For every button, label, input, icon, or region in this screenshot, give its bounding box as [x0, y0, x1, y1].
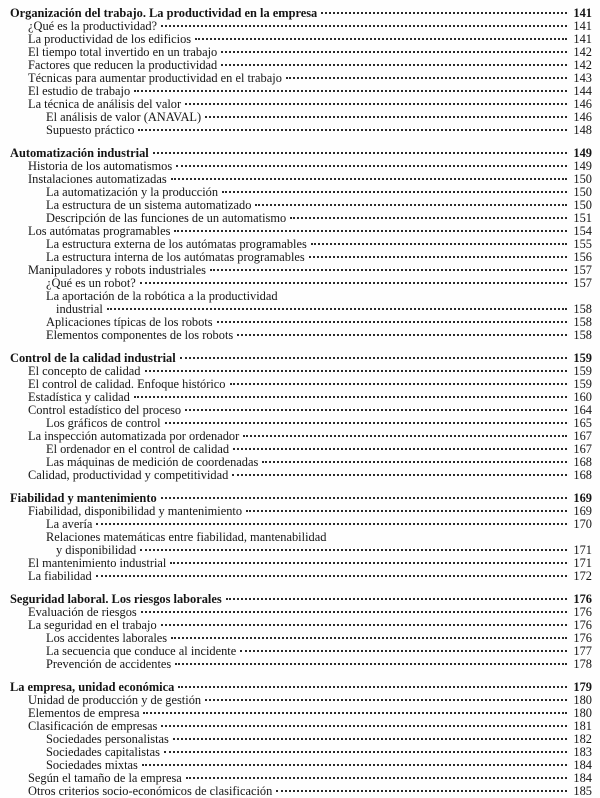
dotted-leader [311, 243, 567, 245]
toc-entry-label: Fiabilidad, disponibilidad y mantenimiento [28, 504, 243, 518]
toc-page-number: 144 [573, 84, 592, 98]
dotted-leader [153, 152, 567, 154]
dotted-leader [255, 204, 567, 206]
toc-page-number: 164 [573, 403, 592, 417]
toc-page-number: 184 [573, 758, 592, 772]
toc-page-number: 168 [573, 455, 592, 469]
toc-entry-row [10, 557, 592, 570]
dotted-leader [185, 103, 567, 105]
dotted-leader [171, 178, 567, 180]
toc-page-number: 141 [573, 32, 592, 46]
dotted-leader [175, 663, 567, 665]
toc-entry-label: La aportación de la robótica a la productividad [46, 289, 278, 303]
toc-page-number: 172 [573, 569, 592, 583]
toc-page-number: 143 [573, 71, 592, 85]
dotted-leader [140, 282, 567, 284]
toc-page-number: 142 [573, 58, 592, 72]
toc-section [10, 352, 592, 482]
toc-entry-label: ¿Qué es un robot? [46, 276, 136, 290]
dotted-leader [141, 611, 567, 613]
toc-page-number: 165 [573, 416, 592, 430]
toc-page-number: 180 [573, 693, 592, 707]
toc-entry-label: El tiempo total invertido en un trabajo [28, 45, 218, 59]
dotted-leader [180, 357, 567, 359]
toc-entry-label: La estructura externa de los autómatas programables [46, 237, 307, 251]
dotted-leader [161, 725, 567, 727]
dotted-leader [96, 523, 567, 525]
toc-entry-label: Organización del trabajo. La productividad en la empresa [10, 6, 318, 20]
toc-page-number: 159 [573, 364, 592, 378]
toc-page-number: 176 [573, 605, 592, 619]
toc-entry-label: Seguridad laboral. Los riesgos laborales [10, 592, 222, 606]
dotted-leader [174, 230, 567, 232]
dotted-leader [240, 650, 567, 652]
toc-entry-label: Los gráficos de control [46, 416, 161, 430]
toc-entry-label: Manipuladores y robots industriales [28, 263, 206, 277]
dotted-leader [232, 474, 567, 476]
toc-entry-label: ¿Qué es la productividad? [28, 19, 158, 33]
dotted-leader [290, 217, 567, 219]
toc-entry-label: Supuesto práctico [46, 123, 135, 137]
toc-entry-row [10, 505, 592, 518]
toc-page-number: 149 [573, 159, 592, 173]
toc-entry-label: El control de calidad. Enfoque histórico [28, 377, 226, 391]
toc-page-number: 150 [573, 185, 592, 199]
toc-entry-label: La automatización y la producción [46, 185, 219, 199]
toc-entry-label: Historia de los automatismos [28, 159, 173, 173]
toc-page-number: 154 [573, 224, 592, 238]
toc-page-number: 176 [573, 592, 592, 606]
toc-entry-label: Los accidentes laborales [46, 631, 168, 645]
toc-entry-label: Sociedades personalistas [46, 732, 169, 746]
toc-page-number: 185 [573, 784, 592, 798]
dotted-leader [217, 321, 567, 323]
dotted-leader [246, 510, 567, 512]
dotted-leader [262, 461, 567, 463]
toc-page-number: 167 [573, 429, 592, 443]
toc-page-number: 170 [573, 517, 592, 531]
toc-page-number: 178 [573, 657, 592, 671]
toc-page-number: 158 [573, 302, 592, 316]
dotted-leader [96, 575, 567, 577]
dotted-leader [138, 129, 567, 131]
dotted-leader [165, 422, 567, 424]
toc-entry-label: Descripción de las funciones de un automatismo [46, 211, 287, 225]
toc-entry-row [10, 785, 592, 798]
toc-page-number: 182 [573, 732, 592, 746]
toc-section [10, 492, 592, 583]
toc-entry-label: Automatización industrial [10, 146, 149, 160]
toc-page-number: 184 [573, 771, 592, 785]
dotted-leader [161, 25, 567, 27]
toc-page-number: 159 [573, 377, 592, 391]
toc-entry-label: Prevención de accidentes [46, 657, 172, 671]
toc-page-number: 176 [573, 631, 592, 645]
toc-page-number: 155 [573, 237, 592, 251]
toc-page-number: 158 [573, 328, 592, 342]
toc-page-number: 148 [573, 123, 592, 137]
dotted-leader [142, 764, 567, 766]
toc-entry-label: Fiabilidad y mantenimiento [10, 491, 157, 505]
toc-entry-label: Factores que reducen la productividad [28, 58, 218, 72]
toc-entry-label: La avería [46, 517, 93, 531]
toc-entry-label: Otros criterios socio-económicos de clasificación [28, 784, 273, 798]
dotted-leader [164, 751, 567, 753]
toc-page-number: 176 [573, 618, 592, 632]
toc-entry-label: Sociedades mixtas [46, 758, 138, 772]
toc-entry-label: Control estadístico del proceso [28, 403, 182, 417]
dotted-leader [161, 497, 567, 499]
dotted-leader [226, 598, 567, 600]
toc-entry-label: Sociedades capitalistas [46, 745, 160, 759]
toc-page-number: 151 [573, 211, 592, 225]
toc-entry-label: Clasificación de empresas [28, 719, 158, 733]
toc-page-number: 156 [573, 250, 592, 264]
toc-entry-label: La estructura de un sistema automatizado [46, 198, 252, 212]
toc-section [10, 593, 592, 671]
toc-page-number: 179 [573, 680, 592, 694]
dotted-leader [185, 409, 567, 411]
dotted-leader [170, 562, 567, 564]
toc-page-number: 141 [573, 19, 592, 33]
toc-page-number: 159 [573, 351, 592, 365]
toc-page-number: 177 [573, 644, 592, 658]
dotted-leader [205, 699, 567, 701]
dotted-leader [173, 738, 567, 740]
toc-section [10, 681, 592, 798]
toc-entry-label: Técnicas para aumentar productividad en el trabajo [28, 71, 282, 85]
toc-page-number: 142 [573, 45, 592, 59]
dotted-leader [143, 712, 567, 714]
toc-entry-label: Unidad de producción y de gestión [28, 693, 202, 707]
dotted-leader [134, 90, 567, 92]
table-of-contents [10, 7, 592, 798]
toc-entry-label: La inspección automatizada por ordenador [28, 429, 240, 443]
toc-page-number: 167 [573, 442, 592, 456]
toc-entry-label: Instalaciones automatizadas [28, 172, 167, 186]
toc-entry-row [10, 469, 592, 482]
dotted-leader [286, 77, 567, 79]
toc-page-number: 146 [573, 97, 592, 111]
toc-entry-label: Evaluación de riesgos [28, 605, 137, 619]
toc-page-number: 181 [573, 719, 592, 733]
toc-entry-label: El ordenador en el control de calidad [46, 442, 230, 456]
toc-entry-label: El estudio de trabajo [28, 84, 131, 98]
dotted-leader [233, 448, 567, 450]
toc-page-number: 180 [573, 706, 592, 720]
toc-page-number: 171 [573, 556, 592, 570]
toc-entry-label: Estadística y calidad [28, 390, 130, 404]
toc-entry-label: industrial [56, 302, 103, 316]
dotted-leader [171, 637, 567, 639]
toc-entry-label: La empresa, unidad económica [10, 680, 175, 694]
toc-entry-row [10, 329, 592, 342]
toc-entry-label: Las máquinas de medición de coordenadas [46, 455, 259, 469]
toc-page-number: 160 [573, 390, 592, 404]
dotted-leader [176, 165, 567, 167]
toc-entry-label: Aplicaciones típicas de los robots [46, 315, 213, 329]
toc-page-number: 157 [573, 263, 592, 277]
dotted-leader [276, 790, 567, 792]
toc-entry-label: La estructura interna de los autómatas programables [46, 250, 305, 264]
toc-entry-label: Relaciones matemáticas entre fiabilidad, mantenabilidad [46, 530, 327, 544]
dotted-leader [140, 549, 567, 551]
dotted-leader [145, 370, 568, 372]
toc-entry-label: El concepto de calidad [28, 364, 141, 378]
dotted-leader [161, 624, 567, 626]
dotted-leader [237, 334, 567, 336]
toc-page-number: 169 [573, 491, 592, 505]
toc-page-number: 149 [573, 146, 592, 160]
dotted-leader [134, 396, 567, 398]
toc-entry-label: El mantenimiento industrial [28, 556, 167, 570]
toc-page-number: 141 [573, 6, 592, 20]
toc-entry-label: La productividad de los edificios [28, 32, 192, 46]
toc-entry-row [10, 570, 592, 583]
dotted-leader [309, 256, 567, 258]
toc-page-number: 169 [573, 504, 592, 518]
dotted-leader [186, 777, 567, 779]
dotted-leader [107, 308, 567, 310]
toc-entry-label: La técnica de análisis del valor [28, 97, 182, 111]
toc-entry-label: La secuencia que conduce al incidente [46, 644, 237, 658]
toc-page-number: 157 [573, 276, 592, 290]
dotted-leader [221, 64, 567, 66]
toc-page-number: 171 [573, 543, 592, 557]
toc-entry-label: Elementos componentes de los robots [46, 328, 234, 342]
toc-entry-label: Calidad, productividad y competitividad [28, 468, 229, 482]
toc-entry-label: La seguridad en el trabajo [28, 618, 157, 632]
toc-entry-label: y disponibilidad [56, 543, 137, 557]
dotted-leader [222, 191, 567, 193]
toc-page-number: 158 [573, 315, 592, 329]
toc-entry-row [10, 658, 592, 671]
toc-section [10, 147, 592, 342]
toc-entry-row [10, 124, 592, 137]
toc-section [10, 7, 592, 137]
toc-page-number: 146 [573, 110, 592, 124]
dotted-leader [178, 686, 567, 688]
toc-page-number: 183 [573, 745, 592, 759]
toc-entry-label: Control de la calidad industrial [10, 351, 176, 365]
toc-page-number: 150 [573, 198, 592, 212]
dotted-leader [230, 383, 568, 385]
toc-page-number: 168 [573, 468, 592, 482]
dotted-leader [205, 116, 567, 118]
dotted-leader [221, 51, 567, 53]
toc-entry-label: El análisis de valor (ANAVAL) [46, 110, 202, 124]
toc-entry-label: Los autómatas programables [28, 224, 171, 238]
dotted-leader [210, 269, 567, 271]
dotted-leader [195, 38, 567, 40]
toc-entry-label: Elementos de empresa [28, 706, 140, 720]
dotted-leader [321, 12, 567, 14]
toc-entry-label: La fiabilidad [28, 569, 92, 583]
toc-page-number: 150 [573, 172, 592, 186]
dotted-leader [243, 435, 567, 437]
toc-entry-label: Según el tamaño de la empresa [28, 771, 182, 785]
